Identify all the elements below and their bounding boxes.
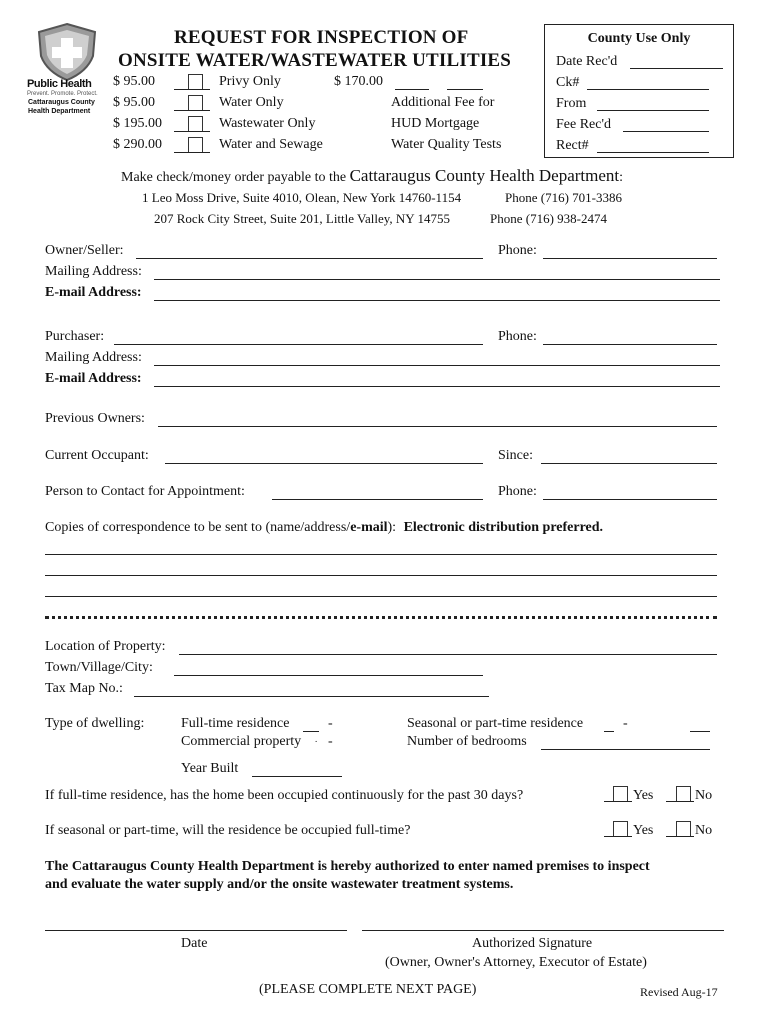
- contact-person-field[interactable]: [272, 499, 483, 500]
- logo-text: Public Health: [27, 78, 92, 90]
- county-use-box: [544, 24, 734, 158]
- payment-line: [121, 166, 623, 186]
- year-built-field[interactable]: [252, 776, 342, 777]
- current-occupant-label: Current Occupant:: [45, 448, 149, 463]
- revision-note: Revised Aug-17: [640, 985, 718, 999]
- current-occupant-field[interactable]: [165, 463, 483, 464]
- county-row-label: Rect#: [556, 138, 589, 153]
- county-row-label: Fee Rec'd: [556, 117, 612, 132]
- copies-suffix: ):: [387, 520, 397, 535]
- purchaser-field[interactable]: [114, 344, 483, 345]
- signature-sublabel: (Owner, Owner's Attorney, Executor of Estate): [385, 955, 647, 970]
- payment-payee: Cattaraugus County Health Department: [349, 166, 620, 185]
- additional-fee-amount: $ 170.00: [334, 74, 383, 89]
- contact-phone-field[interactable]: [543, 499, 717, 500]
- payment-suffix: :: [619, 170, 624, 185]
- contact-phone-label: Phone:: [498, 484, 537, 499]
- fee-checkbox[interactable]: [188, 137, 203, 152]
- additional-fee-line1: Additional Fee for: [391, 95, 495, 110]
- purchaser-mailing-field[interactable]: [154, 365, 720, 366]
- purchaser-email-field[interactable]: [154, 386, 720, 387]
- authorization-line2: and evaluate the water supply and/or the onsite wastewater treatment systems.: [45, 877, 514, 892]
- purchaser-phone-field[interactable]: [543, 344, 717, 345]
- public-health-logo: [27, 22, 107, 118]
- since-field[interactable]: [541, 463, 717, 464]
- fee-amount: $ 95.00: [113, 95, 155, 110]
- signature-field[interactable]: [362, 930, 724, 931]
- owner-phone-field[interactable]: [543, 258, 717, 259]
- payment-prefix: Make check/money order payable to the: [121, 170, 350, 185]
- signature-label: Authorized Signature: [472, 936, 593, 951]
- tax-map-field[interactable]: [134, 696, 489, 697]
- fee-checkbox-line: [174, 131, 210, 132]
- previous-owners-label: Previous Owners:: [45, 411, 145, 426]
- fee-checkbox[interactable]: [188, 116, 203, 131]
- q1-yes-checkbox[interactable]: [613, 786, 628, 801]
- q2-no-label: No: [695, 823, 713, 838]
- previous-owners-field[interactable]: [158, 426, 717, 427]
- bedrooms-field[interactable]: [541, 749, 710, 750]
- dot-mark[interactable]: .: [315, 734, 318, 744]
- county-row-label: Date Rec'd: [556, 54, 618, 69]
- seasonal-field[interactable]: [604, 731, 614, 732]
- additional-fee-line2: HUD Mortgage: [391, 116, 480, 131]
- county-row-label: Ck#: [556, 75, 580, 90]
- q2-no-line: [666, 836, 694, 837]
- seasonal-label: Seasonal or part-time residence: [407, 716, 584, 731]
- owner-seller-field[interactable]: [136, 258, 483, 259]
- owner-phone-label: Phone:: [498, 243, 537, 258]
- additional-fee-line[interactable]: [395, 89, 429, 90]
- copies-field-line[interactable]: [45, 554, 717, 555]
- copies-field-line[interactable]: [45, 575, 717, 576]
- additional-fee-line3: Water Quality Tests: [391, 137, 502, 152]
- fee-label: Wastewater Only: [219, 116, 316, 131]
- date-field[interactable]: [45, 930, 347, 931]
- seasonal-extra-field[interactable]: [690, 731, 710, 732]
- fee-checkbox[interactable]: [188, 95, 203, 110]
- address-1: 1 Leo Moss Drive, Suite 4010, Olean, New York 14760-1154: [142, 190, 462, 205]
- town-label: Town/Village/City:: [45, 660, 153, 675]
- copies-note: Electronic distribution preferred.: [403, 520, 604, 535]
- contact-person-label: Person to Contact for Appointment:: [45, 484, 245, 499]
- additional-fee-line[interactable]: [447, 89, 483, 90]
- town-field[interactable]: [174, 675, 483, 676]
- logo-org-line2: Health Department: [28, 108, 91, 115]
- purchaser-email-label: E-mail Address:: [45, 371, 142, 386]
- owner-mailing-field[interactable]: [154, 279, 720, 280]
- year-built-label: Year Built: [181, 761, 239, 776]
- county-row-field[interactable]: [597, 152, 709, 153]
- fee-label: Privy Only: [219, 74, 281, 89]
- fee-checkbox-line: [174, 89, 210, 90]
- authorization-line1: The Cattaraugus County Health Department is hereby authorized to enter named premises to inspect: [45, 859, 650, 874]
- purchaser-label: Purchaser:: [45, 329, 105, 344]
- county-row-label: From: [556, 96, 587, 111]
- logo-org-line1: Cattaraugus County: [28, 99, 95, 106]
- purchaser-mailing-label: Mailing Address:: [45, 350, 142, 365]
- county-row-field[interactable]: [587, 89, 709, 90]
- copies-prefix: Copies of correspondence to be sent to (name/address/: [45, 520, 351, 535]
- fee-checkbox[interactable]: [188, 74, 203, 89]
- copies-label: [45, 520, 603, 536]
- owner-email-label: E-mail Address:: [45, 285, 142, 300]
- q1-no-line: [666, 801, 694, 802]
- phone-1: Phone (716) 701-3386: [505, 190, 622, 205]
- logo-tagline: Prevent. Promote. Protect.: [27, 91, 98, 97]
- dwelling-label: Type of dwelling:: [45, 716, 145, 731]
- county-use-title: County Use Only: [587, 31, 691, 46]
- q1-no-checkbox[interactable]: [676, 786, 691, 801]
- address-2: 207 Rock City Street, Suite 201, Little Valley, NY 14755: [154, 211, 450, 226]
- full-time-label: Full-time residence: [181, 716, 290, 731]
- fee-checkbox-line: [174, 110, 210, 111]
- q2-yes-line: [604, 836, 632, 837]
- copies-email: e-mail: [350, 520, 388, 535]
- next-page-note: (PLEASE COMPLETE NEXT PAGE): [259, 982, 477, 997]
- fee-label: Water Only: [219, 95, 284, 110]
- county-row-field[interactable]: [623, 131, 709, 132]
- owner-seller-label: Owner/Seller:: [45, 243, 124, 258]
- full-time-field[interactable]: [303, 731, 319, 732]
- fee-label: Water and Sewage: [219, 137, 323, 152]
- owner-email-field[interactable]: [154, 300, 720, 301]
- location-field[interactable]: [179, 654, 717, 655]
- owner-mailing-label: Mailing Address:: [45, 264, 142, 279]
- tax-map-label: Tax Map No.:: [45, 681, 123, 696]
- fee-checkbox-line: [174, 152, 210, 153]
- shield-cross-icon: [27, 22, 107, 82]
- q1-no-label: No: [695, 788, 713, 803]
- date-label: Date: [181, 936, 208, 951]
- section-divider: [45, 616, 717, 619]
- purchaser-phone-label: Phone:: [498, 329, 537, 344]
- dash-mark: -: [328, 716, 333, 731]
- county-row-field[interactable]: [630, 68, 723, 69]
- bedrooms-label: Number of bedrooms: [407, 734, 527, 749]
- q2-no-checkbox[interactable]: [676, 821, 691, 836]
- dash-mark: -: [623, 716, 628, 731]
- fee-amount: $ 195.00: [113, 116, 162, 131]
- question-occupied-full-time: If seasonal or part-time, will the residence be occupied full-time?: [45, 823, 411, 838]
- fee-amount: $ 95.00: [113, 74, 155, 89]
- dash-mark: -: [328, 734, 333, 749]
- county-row-field[interactable]: [597, 110, 709, 111]
- copies-field-line[interactable]: [45, 596, 717, 597]
- phone-2: Phone (716) 938-2474: [490, 211, 607, 226]
- page-title-line1: REQUEST FOR INSPECTION OF: [174, 27, 469, 48]
- q2-yes-label: Yes: [633, 823, 654, 838]
- q2-yes-checkbox[interactable]: [613, 821, 628, 836]
- q1-yes-line: [604, 801, 632, 802]
- q1-yes-label: Yes: [633, 788, 654, 803]
- page-title-line2: ONSITE WATER/WASTEWATER UTILITIES: [118, 50, 512, 71]
- commercial-label: Commercial property: [181, 734, 302, 749]
- fee-amount: $ 290.00: [113, 137, 162, 152]
- location-label: Location of Property:: [45, 639, 166, 654]
- question-occupied-30-days: If full-time residence, has the home been occupied continuously for the past 30 days?: [45, 788, 524, 803]
- since-label: Since:: [498, 448, 533, 463]
